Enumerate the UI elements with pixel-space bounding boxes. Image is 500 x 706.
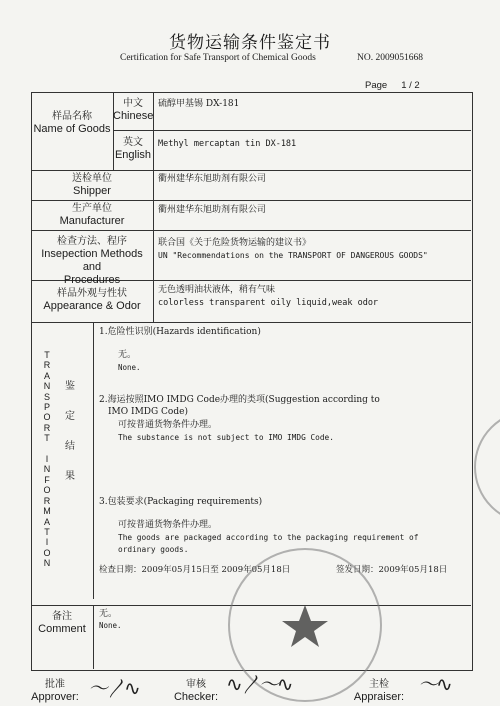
approver-signature: 〜〳∿	[88, 676, 139, 700]
shipper-value: 衢州建华东旭助剂有限公司	[158, 174, 267, 184]
transport-information-vertical-label	[40, 350, 54, 569]
appearance-value-zh: 无色透明油状液体，稍有气味	[158, 285, 276, 295]
vertical-zh-char: 结	[65, 441, 75, 452]
inspection-methods-value-en: UN "Recommendations on the TRANSPORT OF DANGEROUS GOODS"	[158, 251, 428, 260]
comment-value-en: None.	[99, 621, 122, 630]
vertical-letter: I	[45, 454, 49, 465]
issue-date: 签发日期：2009年05月18日	[336, 565, 448, 575]
packaging-value-en-line1: The goods are packaged according to the packaging requirement of	[118, 533, 419, 542]
vertical-letter: S	[43, 391, 50, 402]
appraiser-label: 主检 Appraiser:	[353, 679, 405, 703]
vertical-letter: I	[45, 537, 49, 548]
vertical-letter: T	[44, 526, 50, 537]
checker-signature: ∿〳〜∿	[226, 672, 292, 696]
vertical-letter: O	[43, 485, 51, 496]
chinese-label: 中文 Chinese	[113, 98, 154, 122]
imdg-title-line1: 2.海运按照IMO IMDG Code办理的类项(Suggestion according to	[99, 395, 380, 405]
appraiser-signature: 〜∿	[418, 672, 451, 696]
vertical-letter: N	[43, 464, 51, 475]
english-label: 英文 English	[114, 137, 152, 161]
vertical-letter: P	[43, 402, 50, 413]
vertical-letter: N	[43, 558, 51, 569]
page-indicator	[365, 80, 420, 91]
certificate-number: NO. 2009051668	[357, 53, 423, 63]
vertical-letter: N	[43, 381, 51, 392]
vertical-letter: M	[43, 506, 51, 517]
vertical-letter: A	[43, 516, 50, 527]
vertical-zh-char: 定	[65, 411, 75, 422]
english-name-value: Methyl mercaptan tin DX-181	[158, 139, 297, 149]
inspection-methods-label: 检查方法、程序 Insepection Methods and Procedures	[41, 236, 143, 286]
vertical-letter: A	[43, 370, 50, 381]
appearance-label: 样品外观与性状 Appearance & Odor	[43, 288, 141, 312]
document-title: 货物运输条件鉴定书	[169, 33, 331, 53]
vertical-letter: R	[43, 495, 51, 506]
inspection-methods-value-zh: 联合国《关于危险货物运输的建议书》	[158, 238, 312, 248]
vertical-letter: O	[43, 547, 51, 558]
name-of-goods-label: 样品名称 Name of Goods	[33, 111, 111, 135]
page-label: Page	[365, 80, 388, 91]
check-date: 检查日期：2009年05月15日至 2009年05月18日	[99, 565, 291, 575]
appearance-value-en: colorless transparent oily liquid,weak odor	[158, 298, 379, 308]
chinese-name-value: 硫醇甲基锡 DX-181	[158, 99, 240, 109]
vertical-zh-char: 鉴	[65, 381, 75, 392]
appraisal-result-vertical-label	[63, 372, 77, 492]
packaging-title: 3.包装要求(Packaging requirements)	[99, 497, 263, 507]
packaging-value-zh: 可按普通货物条件办理。	[118, 520, 218, 530]
hazards-title: 1.危险性识别(Hazards identification)	[99, 327, 261, 337]
vertical-letter: O	[43, 412, 51, 423]
page-value: 1 / 2	[401, 80, 420, 91]
manufacturer-value: 衢州建华东旭助剂有限公司	[158, 205, 267, 215]
imdg-title-line2: IMO IMDG Code)	[108, 407, 188, 417]
comment-label: 备注 Comment	[38, 611, 86, 635]
vertical-letter: T	[44, 433, 50, 444]
document-subtitle: Certification for Safe Transport of Chemical Goods	[120, 53, 316, 63]
vertical-letter: T	[44, 350, 50, 360]
hazards-value-zh: 无。	[118, 350, 137, 360]
vertical-letter: R	[43, 360, 51, 371]
vertical-zh-char: 果	[65, 471, 75, 482]
checker-label: 审核 Checker:	[173, 679, 219, 703]
vertical-letter	[40, 444, 54, 454]
side-seal-stamp	[474, 410, 500, 524]
vertical-letter: R	[43, 422, 51, 433]
vertical-letter: F	[44, 474, 50, 485]
shipper-label: 送检单位 Shipper	[72, 173, 112, 197]
imdg-value-zh: 可按普通货物条件办理。	[118, 420, 218, 430]
hazards-value-en: None.	[118, 363, 141, 372]
approver-label: 批准 Approver:	[31, 679, 79, 703]
packaging-value-en-line2: ordinary goods.	[118, 545, 189, 554]
manufacturer-label: 生产单位 Manufacturer	[59, 203, 125, 227]
imdg-value-en: The substance is not subject to IMO IMDG Code.	[118, 433, 334, 442]
comment-value-zh: 无。	[99, 609, 118, 619]
